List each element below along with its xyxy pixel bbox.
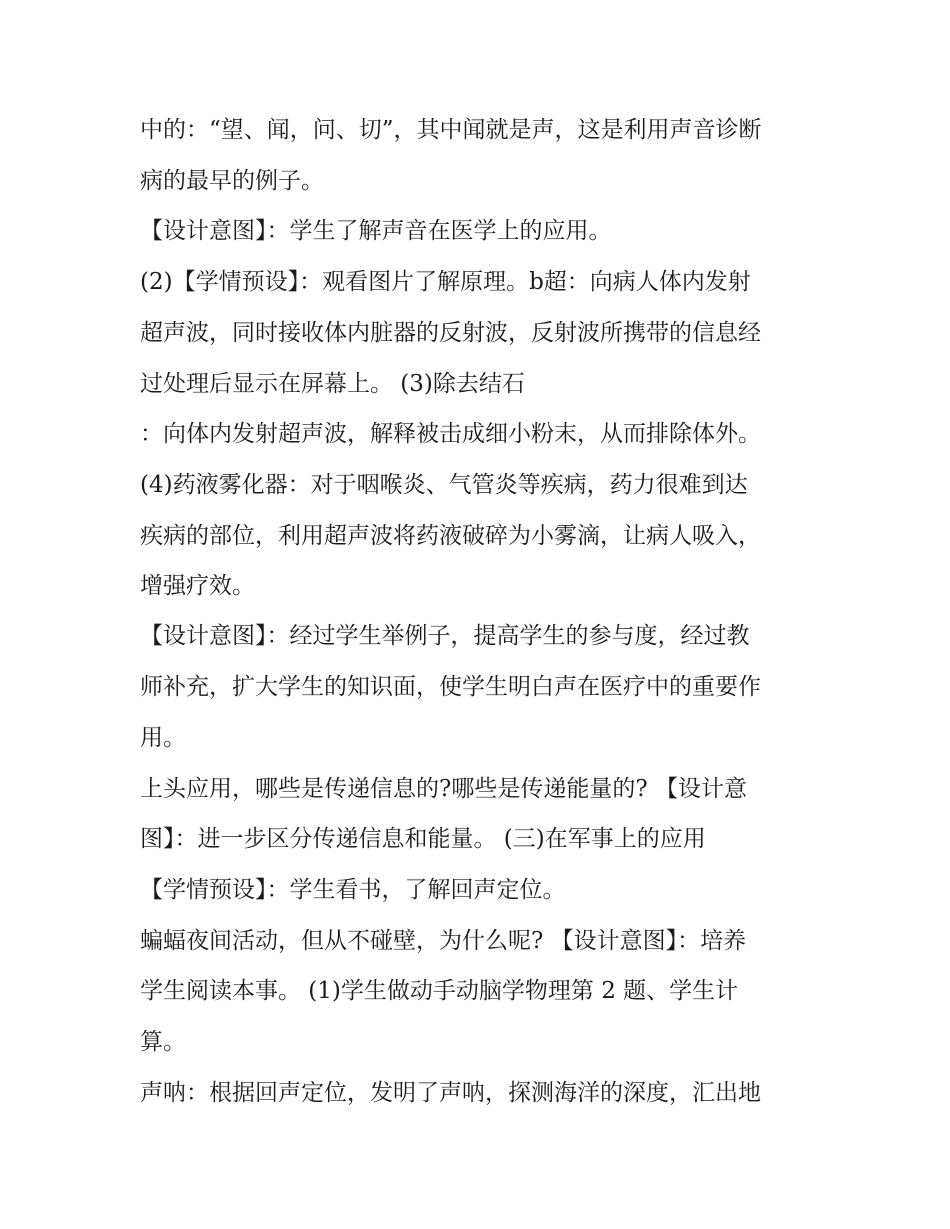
text-line: 【学情预设】：学生看书，了解回声定位。	[140, 877, 566, 903]
text-line: (2)【学情预设】：观看图片了解原理。b超：向病人体内发射	[140, 269, 751, 295]
text-line: 上头应用，哪些是传递信息的?哪些是传递能量的? 【设计意	[140, 776, 747, 802]
text-line: ：向体内发射超声波，解释被击成细小粉末，从而排除体外。	[140, 421, 761, 447]
text-line: 超声波，同时接收体内脏器的反射波，反射波所携带的信息经	[140, 320, 761, 346]
text-line: (4)药液雾化器：对于咽喉炎、气管炎等疾病，药力很难到达	[140, 472, 748, 498]
text-line: 算。	[140, 1029, 186, 1055]
text-line: 用。	[140, 725, 186, 751]
text-line: 【设计意图】：经过学生举例子，提高学生的参与度，经过教	[140, 623, 750, 649]
text-line: 学生阅读本事。 (1)学生做动手动脑学物理第 2 题、学生计	[140, 978, 739, 1004]
text-line: 蝙蝠夜间活动，但从不碰壁，为什么呢? 【设计意图】：培养	[140, 928, 747, 954]
text-line: 师补充，扩大学生的知识面，使学生明白声在医疗中的重要作	[140, 674, 761, 700]
text-line: 图】：进一步区分传递信息和能量。 (三)在军事上的应用	[140, 826, 706, 852]
text-line: 增强疗效。	[140, 573, 255, 599]
text-line: 声呐：根据回声定位，发明了声呐，探测海洋的深度，汇出地	[140, 1080, 761, 1106]
text-line: 病的最早的例子。	[140, 168, 324, 194]
text-line: 中的：“望、闻，问、切”，其中闻就是声，这是利用声音诊断	[140, 117, 762, 143]
text-line: 疾病的部位，利用超声波将药液破碎为小雾滴，让病人吸入，	[140, 523, 761, 549]
text-line: 过处理后显示在屏幕上。 (3)除去结石	[140, 371, 525, 397]
text-line: 【设计意图】：学生了解声音在医学上的应用。	[140, 218, 612, 244]
